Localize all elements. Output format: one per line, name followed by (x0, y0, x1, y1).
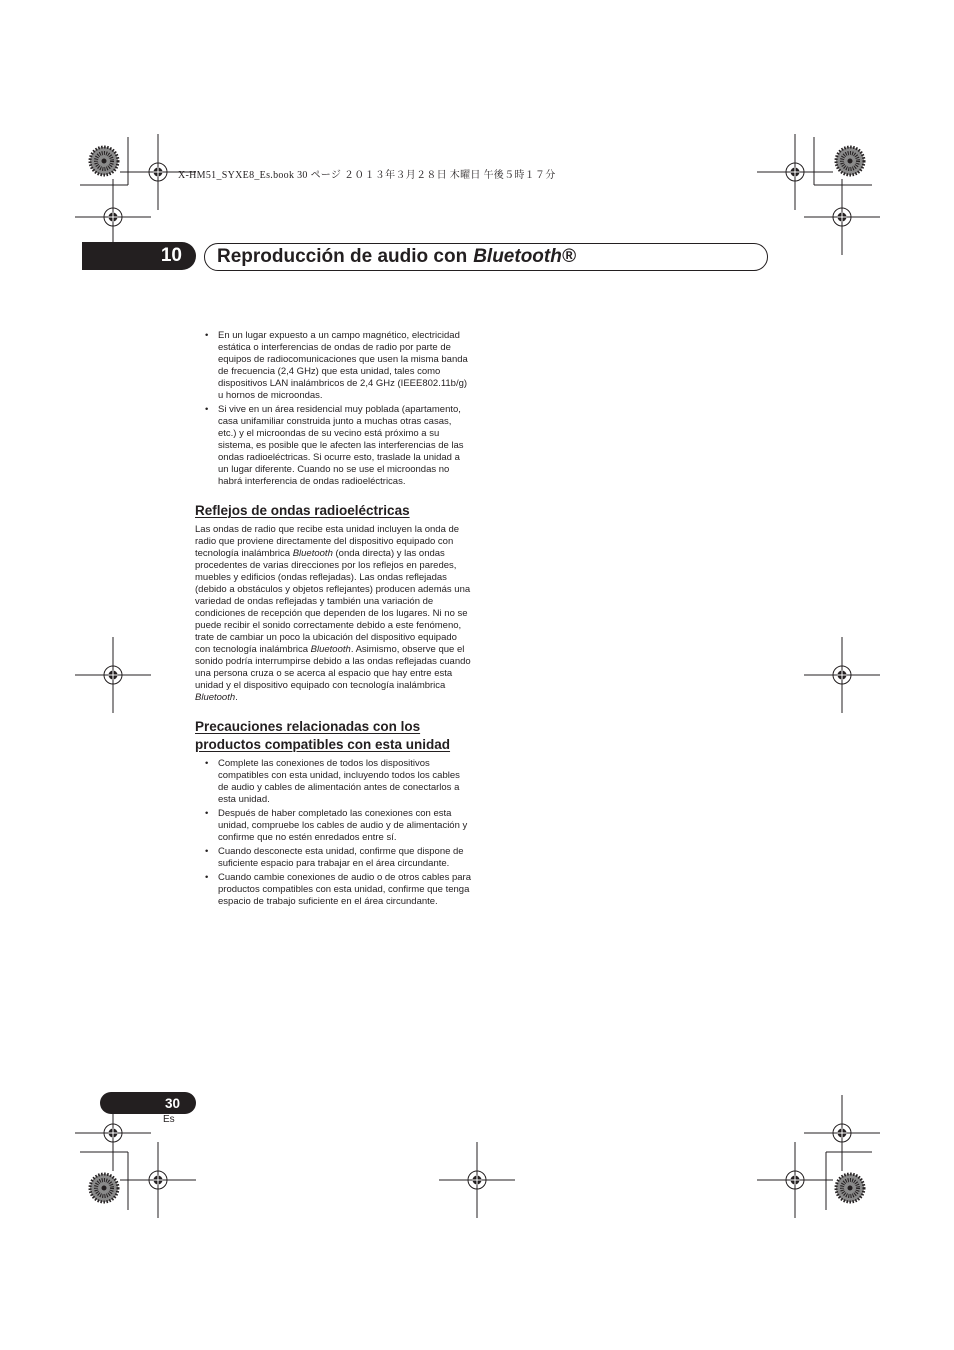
list-item: • Si vive en un área residencial muy poblada (apartamento, casa unifamiliar construida junto a muchas otras casas, etc.) y el microondas de su vecino está próximo a su sistema, es posible que le afecten las interferencias de las ondas radioeléctricas. Si ocurre esto, traslade la unidad a un lugar diferente. Cuando no se use el microondas no habrá interferencia de ondas radioeléctricas. (195, 404, 471, 488)
bluetooth-term: Bluetooth (310, 644, 351, 655)
paragraph-text: Las ondas de radio que recibe esta unidad incluyen la onda de radio que proviene directamente del dispositivo equipado con tecnología inalámbrica (195, 524, 460, 559)
list-item: • Después de haber completado las conexiones con esta unidad, compruebe los cables de audio y de alimentación y confirme que no estén enredados entre sí. (195, 808, 471, 844)
chapter-number-tab: 10 (82, 242, 196, 270)
paragraph-text: . Asimismo, observe que el sonido podría interrumpirse debido a las ondas reflejadas cuando una persona cruza o se acerca al espacio que hay entre esta unidad y el dispositivo equipado con tecnología inalámbrica (195, 644, 471, 691)
list-item: • Cuando desconecte esta unidad, confirme que dispone de suficiente espacio para trabajar en el área circundante. (195, 846, 471, 870)
chapter-title (204, 243, 768, 271)
paragraph-text: (onda directa) y las ondas procedentes de varias direcciones por los reflejos en paredes, muebles y edificios (ondas reflejadas). Las ondas reflejadas (debido a obstáculos y objetos reflejantes) producen además una variedad de ondas reflejadas y también una variación de condiciones de recepción que dependen de los lugares. Ni no se puede recibir el sonido correctamente debido a este fenómeno, trate de cambiar un poco la ubicación del dispositivo equipado con tecnología inalámbrica (195, 548, 471, 655)
section-heading-reflections: Reflejos de ondas radioeléctricas (195, 503, 410, 518)
paragraph-text: . (235, 692, 238, 703)
language-code: Es (163, 1114, 175, 1125)
intro-bullet-list (195, 330, 471, 488)
main-text-column (195, 330, 471, 910)
chapter-title-bluetooth: Bluetooth® (473, 246, 576, 267)
section-heading-precautions: Precauciones relacionadas con los productos compatibles con esta unidad (195, 719, 451, 752)
page-number-tab: 30 (100, 1092, 196, 1114)
bluetooth-term: Bluetooth (195, 692, 236, 703)
section-paragraph-reflections (195, 524, 471, 704)
print-job-info: X-HM51_SYXE8_Es.book 30 ページ ２０１３年３月２８日 木曜日 午後５時１７分 (178, 170, 556, 181)
list-item: • En un lugar expuesto a un campo magnético, electricidad estática o interferencias de ondas de radio por parte de equipos de radiocomunicaciones que usen la misma banda de frecuencia (2,4 GHz) que esta unidad, tales como dispositivos LAN inalámbricos de 2,4 GHz (IEEE802.11b/g) u hornos de microondas. (195, 330, 471, 402)
chapter-title-main: Reproducción de audio con (217, 246, 468, 267)
precautions-bullet-list (195, 758, 471, 908)
bluetooth-term: Bluetooth (292, 548, 333, 559)
list-item: • Complete las conexiones de todos los dispositivos compatibles con esta unidad, incluyendo todos los cables de audio y cables de alimentación antes de conectarlos a esta unidad. (195, 758, 471, 806)
list-item: • Cuando cambie conexiones de audio o de otros cables para productos compatibles con esta unidad, confirme que tenga espacio de trabajo suficiente en el área circundante. (195, 872, 471, 908)
